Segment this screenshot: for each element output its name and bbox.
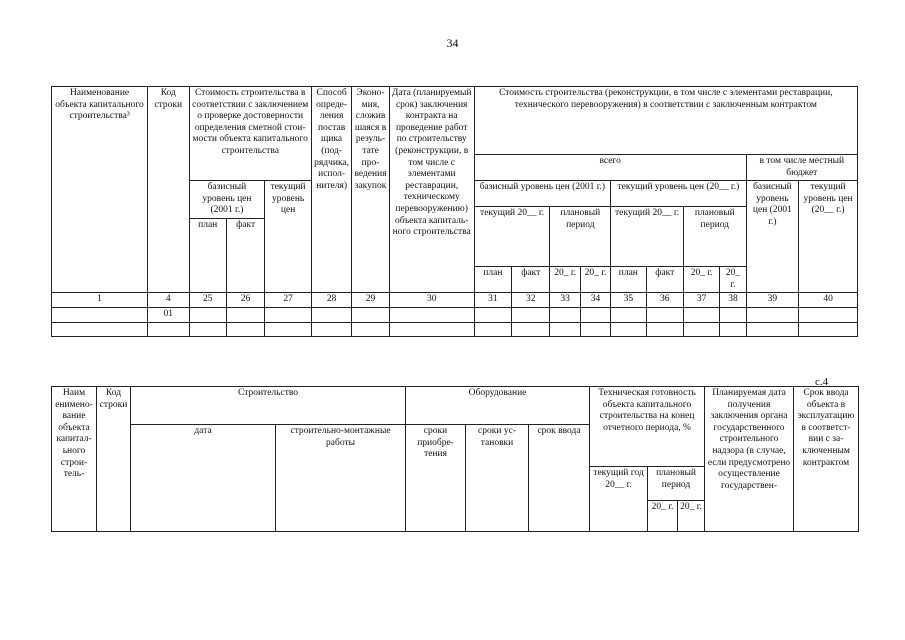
column-number: 4: [148, 293, 189, 308]
header-current-year: текущий год 20__ г.: [590, 467, 648, 532]
header-economy: Экономия, сложив шаяся в результате проведения закупок: [352, 87, 389, 293]
column-number: 31: [474, 293, 511, 308]
table-cell[interactable]: [52, 307, 148, 322]
header-fact: факт: [226, 219, 264, 293]
header-planned-period: плановый период: [648, 467, 705, 501]
table-cell[interactable]: [512, 307, 550, 322]
header-cur-current-year: текущий 20__ г.: [611, 207, 684, 267]
table-cell[interactable]: [474, 322, 511, 336]
table-cell[interactable]: [799, 322, 858, 336]
table-cell[interactable]: [512, 322, 550, 336]
table-cell[interactable]: [550, 307, 580, 322]
table-cell[interactable]: [189, 322, 226, 336]
column-number: 40: [799, 293, 858, 308]
header-cur-plan: план: [611, 267, 646, 293]
table-cell[interactable]: [611, 322, 646, 336]
header-approved-cost: Стоимость строительства в соответствии с заключением о проверке достоверности определения сметной стоимости объекта капитального строительства: [189, 87, 311, 181]
table-row: [52, 307, 858, 322]
header-plan: план: [189, 219, 226, 293]
header-local-budget: в том числе местный бюджет: [746, 155, 857, 181]
header-procurement-method: Способ определения постав щика (подрядчика, исполнителя): [311, 87, 351, 293]
header-base-fact: факт: [512, 267, 550, 293]
header-base-prices: базисный уровень цен (2001 г.): [474, 181, 610, 207]
table-cell[interactable]: [474, 307, 511, 322]
header-total: всего: [474, 155, 746, 181]
column-number: 25: [189, 293, 226, 308]
header-cur-year-1: 20_ г.: [683, 267, 719, 293]
column-number: 38: [720, 293, 746, 308]
section-label: с.4: [815, 376, 829, 388]
header-base-current-year: текущий 20__ г.: [474, 207, 550, 267]
table-cell[interactable]: [352, 322, 389, 336]
header-current-approved: текущий уровень цен: [265, 181, 312, 293]
column-number: 30: [389, 293, 474, 308]
header-row-code: Код строки: [97, 387, 131, 532]
table-cell[interactable]: [799, 307, 858, 322]
column-number: 36: [646, 293, 683, 308]
table-cell[interactable]: 01: [148, 307, 189, 322]
column-number: 35: [611, 293, 646, 308]
column-number: 37: [683, 293, 719, 308]
table-cell[interactable]: [148, 322, 189, 336]
table-cell[interactable]: [189, 307, 226, 322]
column-number: 32: [512, 293, 550, 308]
construction-schedule-table: [51, 386, 859, 532]
table-cell[interactable]: [311, 307, 351, 322]
table-cell[interactable]: [580, 307, 610, 322]
column-number: 39: [746, 293, 799, 308]
construction-cost-table: [51, 86, 858, 337]
header-contract-cost: Стоимость строительства (реконструкции, в том числе с элементами реставрации, технического перевооружения) в соответствии с заключенным контрактом: [474, 87, 857, 155]
header-technical-readiness: Техническая готовность объекта капитального строительства на конец отчетного периода, %: [590, 387, 705, 467]
header-cur-fact: факт: [646, 267, 683, 293]
header-base-year-2: 20_ г.: [580, 267, 610, 293]
table-cell[interactable]: [352, 307, 389, 322]
header-base-planned-period: плановый период: [550, 207, 611, 267]
table-cell[interactable]: [746, 322, 799, 336]
header-installation-terms: сроки установки: [466, 425, 529, 532]
table-cell[interactable]: [389, 307, 474, 322]
table-cell[interactable]: [646, 322, 683, 336]
header-equipment: Оборудование: [406, 387, 590, 425]
header-acquisition-terms: сроки приобретения: [406, 425, 466, 532]
table-cell[interactable]: [265, 322, 312, 336]
table-cell[interactable]: [311, 322, 351, 336]
table-cell[interactable]: [550, 322, 580, 336]
table-cell[interactable]: [52, 322, 148, 336]
column-number-row: [52, 293, 858, 308]
table-cell[interactable]: [646, 307, 683, 322]
column-number: 33: [550, 293, 580, 308]
page-number: 34: [446, 36, 459, 50]
header-year-1: 20_ г.: [648, 501, 678, 532]
table-cell[interactable]: [683, 307, 719, 322]
header-permit-date: Планируемая дата получения заключения органа государственного строительного надзора (в случае, если предусмотрено осуществление государствен-: [705, 387, 794, 532]
header-row-code: Код строки: [148, 87, 189, 293]
header-base-prices-local: базисный уровень цен (2001 г.): [746, 181, 799, 293]
table-cell[interactable]: [683, 322, 719, 336]
column-number: 1: [52, 293, 148, 308]
table-cell[interactable]: [389, 322, 474, 336]
table-row: [52, 322, 858, 336]
column-number: 29: [352, 293, 389, 308]
header-object-name: Наименование объекта капитального строительства³: [52, 87, 148, 293]
header-commissioning-deadline: Срок ввода объекта в эксплуатацию в соответствии с заключенным контрактом: [794, 387, 859, 532]
table-cell[interactable]: [720, 307, 746, 322]
table-cell[interactable]: [746, 307, 799, 322]
header-construction: Строительство: [131, 387, 406, 425]
column-number: 27: [265, 293, 312, 308]
header-base-year-1: 20_ г.: [550, 267, 580, 293]
header-year-2: 20_ г.: [678, 501, 705, 532]
header-base-plan: план: [474, 267, 511, 293]
column-number: 34: [580, 293, 610, 308]
header-commissioning-term: срок ввода: [529, 425, 590, 532]
header-date: дата: [131, 425, 276, 532]
column-number: 28: [311, 293, 351, 308]
header-contract-date: Дата (планируемый срок) заключения контракта на проведение работ по строительству (реконструкции, в том числе с элементами реставрации, техническому перевооружению) объекта капитального строительства: [389, 87, 474, 293]
column-number: 26: [226, 293, 264, 308]
header-current-prices: текущий уровень цен (20__ г.): [611, 181, 746, 207]
table-cell[interactable]: [611, 307, 646, 322]
table-cell[interactable]: [265, 307, 312, 322]
header-cur-planned-period: плановый период: [683, 207, 746, 267]
header-construction-works: строительно-монтажные работы: [276, 425, 406, 532]
header-object-name: Наим енименование объекта капитального строитель-: [52, 387, 97, 532]
table-cell[interactable]: [226, 307, 264, 322]
table-cell[interactable]: [580, 322, 610, 336]
header-base-approved: базисный уровень цен (2001 г.): [189, 181, 265, 219]
header-cur-year-2: 20_ г.: [720, 267, 746, 293]
table-cell[interactable]: [720, 322, 746, 336]
header-current-prices-local: текущий уровень цен (20__ г.): [799, 181, 858, 293]
table-cell[interactable]: [226, 322, 264, 336]
